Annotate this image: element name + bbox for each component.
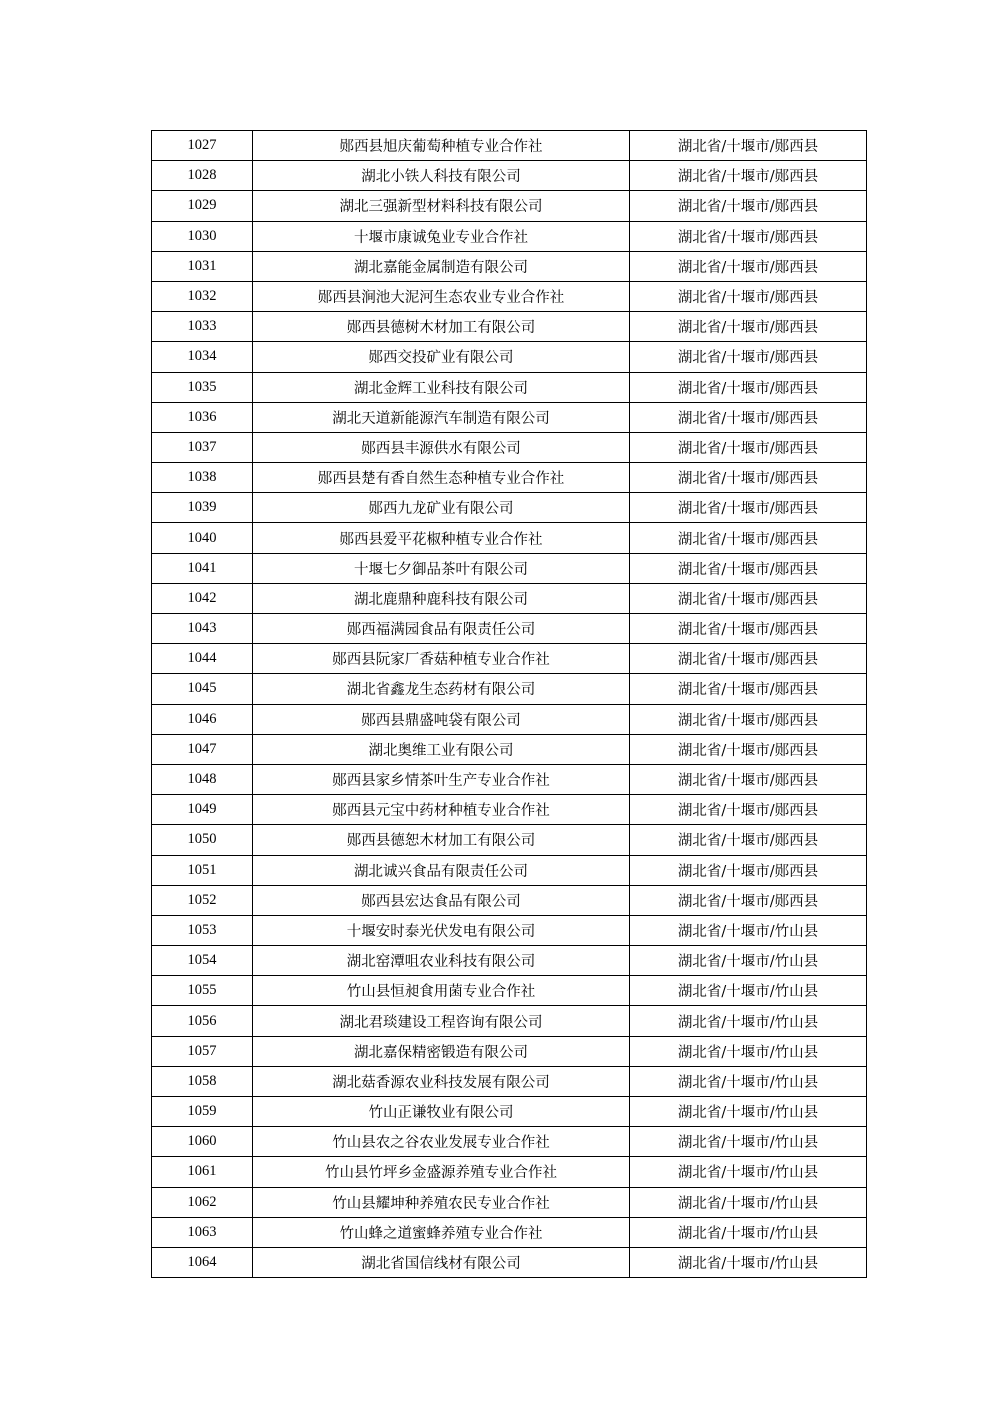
region-cell: 湖北省/十堰市/竹山县 bbox=[630, 1247, 867, 1277]
row-number-cell: 1028 bbox=[152, 161, 253, 191]
row-number-cell: 1027 bbox=[152, 131, 253, 161]
company-name-cell: 郧西县德恕木材加工有限公司 bbox=[253, 825, 630, 855]
company-name-cell: 郧西县宏达食品有限公司 bbox=[253, 885, 630, 915]
region-cell: 湖北省/十堰市/郧西县 bbox=[630, 704, 867, 734]
region-cell: 湖北省/十堰市/郧西县 bbox=[630, 161, 867, 191]
table-row bbox=[152, 734, 867, 764]
region-cell: 湖北省/十堰市/竹山县 bbox=[630, 1127, 867, 1157]
company-name-cell: 竹山蜂之道蜜蜂养殖专业合作社 bbox=[253, 1217, 630, 1247]
row-number-cell: 1058 bbox=[152, 1066, 253, 1096]
table-row bbox=[152, 372, 867, 402]
region-cell: 湖北省/十堰市/竹山县 bbox=[630, 915, 867, 945]
row-number-cell: 1033 bbox=[152, 312, 253, 342]
row-number-cell: 1037 bbox=[152, 432, 253, 462]
table-row bbox=[152, 1187, 867, 1217]
region-cell: 湖北省/十堰市/竹山县 bbox=[630, 1006, 867, 1036]
row-number-cell: 1044 bbox=[152, 644, 253, 674]
table-row bbox=[152, 644, 867, 674]
row-number-cell: 1062 bbox=[152, 1187, 253, 1217]
row-number-cell: 1049 bbox=[152, 795, 253, 825]
row-number-cell: 1048 bbox=[152, 764, 253, 794]
company-name-cell: 竹山县农之谷农业发展专业合作社 bbox=[253, 1127, 630, 1157]
table-row bbox=[152, 1066, 867, 1096]
company-name-cell: 湖北省国信线材有限公司 bbox=[253, 1247, 630, 1277]
region-cell: 湖北省/十堰市/郧西县 bbox=[630, 281, 867, 311]
company-name-cell: 竹山县恒昶食用菌专业合作社 bbox=[253, 976, 630, 1006]
row-number-cell: 1031 bbox=[152, 251, 253, 281]
company-name-cell: 竹山正谦牧业有限公司 bbox=[253, 1097, 630, 1127]
company-name-cell: 郧西县阮家厂香菇种植专业合作社 bbox=[253, 644, 630, 674]
region-cell: 湖北省/十堰市/郧西县 bbox=[630, 644, 867, 674]
table-row bbox=[152, 825, 867, 855]
company-name-cell: 郧西九龙矿业有限公司 bbox=[253, 493, 630, 523]
company-name-cell: 郧西交投矿业有限公司 bbox=[253, 342, 630, 372]
row-number-cell: 1038 bbox=[152, 463, 253, 493]
table-row bbox=[152, 131, 867, 161]
row-number-cell: 1040 bbox=[152, 523, 253, 553]
company-name-cell: 郧西县爱平花椒种植专业合作社 bbox=[253, 523, 630, 553]
table-row bbox=[152, 795, 867, 825]
table-row bbox=[152, 342, 867, 372]
region-cell: 湖北省/十堰市/竹山县 bbox=[630, 1157, 867, 1187]
region-cell: 湖北省/十堰市/郧西县 bbox=[630, 312, 867, 342]
region-cell: 湖北省/十堰市/郧西县 bbox=[630, 342, 867, 372]
company-name-cell: 湖北嘉能金属制造有限公司 bbox=[253, 251, 630, 281]
table-row bbox=[152, 1247, 867, 1277]
company-name-cell: 湖北君琰建设工程咨询有限公司 bbox=[253, 1006, 630, 1036]
company-name-cell: 郧西县旭庆葡萄种植专业合作社 bbox=[253, 131, 630, 161]
company-name-cell: 湖北小铁人科技有限公司 bbox=[253, 161, 630, 191]
company-name-cell: 湖北天道新能源汽车制造有限公司 bbox=[253, 402, 630, 432]
row-number-cell: 1063 bbox=[152, 1217, 253, 1247]
table-row bbox=[152, 1036, 867, 1066]
row-number-cell: 1043 bbox=[152, 614, 253, 644]
company-name-cell: 郧西县元宝中药材种植专业合作社 bbox=[253, 795, 630, 825]
row-number-cell: 1053 bbox=[152, 915, 253, 945]
table-row bbox=[152, 764, 867, 794]
table-row bbox=[152, 1097, 867, 1127]
region-cell: 湖北省/十堰市/竹山县 bbox=[630, 976, 867, 1006]
company-name-cell: 湖北金辉工业科技有限公司 bbox=[253, 372, 630, 402]
region-cell: 湖北省/十堰市/郧西县 bbox=[630, 221, 867, 251]
row-number-cell: 1057 bbox=[152, 1036, 253, 1066]
row-number-cell: 1045 bbox=[152, 674, 253, 704]
region-cell: 湖北省/十堰市/竹山县 bbox=[630, 1187, 867, 1217]
table-row bbox=[152, 432, 867, 462]
table-row bbox=[152, 704, 867, 734]
company-name-cell: 郧西县家乡情茶叶生产专业合作社 bbox=[253, 764, 630, 794]
table-row bbox=[152, 885, 867, 915]
region-cell: 湖北省/十堰市/郧西县 bbox=[630, 131, 867, 161]
region-cell: 湖北省/十堰市/郧西县 bbox=[630, 614, 867, 644]
table-row bbox=[152, 221, 867, 251]
region-cell: 湖北省/十堰市/竹山县 bbox=[630, 1066, 867, 1096]
region-cell: 湖北省/十堰市/郧西县 bbox=[630, 583, 867, 613]
table-row bbox=[152, 674, 867, 704]
row-number-cell: 1061 bbox=[152, 1157, 253, 1187]
region-cell: 湖北省/十堰市/郧西县 bbox=[630, 674, 867, 704]
region-cell: 湖北省/十堰市/郧西县 bbox=[630, 795, 867, 825]
company-name-cell: 郧西县丰源供水有限公司 bbox=[253, 432, 630, 462]
company-name-cell: 十堰市康诚兔业专业合作社 bbox=[253, 221, 630, 251]
table-row bbox=[152, 191, 867, 221]
table-row bbox=[152, 493, 867, 523]
region-cell: 湖北省/十堰市/郧西县 bbox=[630, 885, 867, 915]
row-number-cell: 1030 bbox=[152, 221, 253, 251]
row-number-cell: 1039 bbox=[152, 493, 253, 523]
row-number-cell: 1034 bbox=[152, 342, 253, 372]
row-number-cell: 1032 bbox=[152, 281, 253, 311]
table-row bbox=[152, 251, 867, 281]
region-cell: 湖北省/十堰市/郧西县 bbox=[630, 825, 867, 855]
table-row bbox=[152, 463, 867, 493]
region-cell: 湖北省/十堰市/郧西县 bbox=[630, 553, 867, 583]
row-number-cell: 1047 bbox=[152, 734, 253, 764]
table-row bbox=[152, 946, 867, 976]
table-body bbox=[152, 131, 867, 1278]
company-name-cell: 十堰七夕御品茶叶有限公司 bbox=[253, 553, 630, 583]
company-name-cell: 郧西福满园食品有限责任公司 bbox=[253, 614, 630, 644]
region-cell: 湖北省/十堰市/郧西县 bbox=[630, 402, 867, 432]
row-number-cell: 1046 bbox=[152, 704, 253, 734]
region-cell: 湖北省/十堰市/郧西县 bbox=[630, 493, 867, 523]
table-row bbox=[152, 1006, 867, 1036]
row-number-cell: 1064 bbox=[152, 1247, 253, 1277]
region-cell: 湖北省/十堰市/竹山县 bbox=[630, 946, 867, 976]
table-row bbox=[152, 1127, 867, 1157]
row-number-cell: 1050 bbox=[152, 825, 253, 855]
row-number-cell: 1060 bbox=[152, 1127, 253, 1157]
region-cell: 湖北省/十堰市/郧西县 bbox=[630, 191, 867, 221]
company-name-cell: 郧西县涧池大泥河生态农业专业合作社 bbox=[253, 281, 630, 311]
company-name-cell: 郧西县德树木材加工有限公司 bbox=[253, 312, 630, 342]
company-name-cell: 湖北菇香源农业科技发展有限公司 bbox=[253, 1066, 630, 1096]
company-name-cell: 郧西县鼎盛吨袋有限公司 bbox=[253, 704, 630, 734]
region-cell: 湖北省/十堰市/郧西县 bbox=[630, 855, 867, 885]
company-name-cell: 竹山县耀坤种养殖农民专业合作社 bbox=[253, 1187, 630, 1217]
region-cell: 湖北省/十堰市/竹山县 bbox=[630, 1217, 867, 1247]
company-name-cell: 郧西县楚有香自然生态种植专业合作社 bbox=[253, 463, 630, 493]
region-cell: 湖北省/十堰市/郧西县 bbox=[630, 432, 867, 462]
region-cell: 湖北省/十堰市/竹山县 bbox=[630, 1036, 867, 1066]
row-number-cell: 1054 bbox=[152, 946, 253, 976]
company-name-cell: 湖北嘉保精密锻造有限公司 bbox=[253, 1036, 630, 1066]
row-number-cell: 1051 bbox=[152, 855, 253, 885]
table-row bbox=[152, 1157, 867, 1187]
table-row bbox=[152, 614, 867, 644]
company-name-cell: 湖北诚兴食品有限责任公司 bbox=[253, 855, 630, 885]
table-row bbox=[152, 402, 867, 432]
row-number-cell: 1042 bbox=[152, 583, 253, 613]
company-list-table bbox=[151, 130, 867, 1278]
table-row bbox=[152, 161, 867, 191]
table-row bbox=[152, 583, 867, 613]
row-number-cell: 1035 bbox=[152, 372, 253, 402]
company-name-cell: 湖北奥维工业有限公司 bbox=[253, 734, 630, 764]
company-name-cell: 湖北鹿鼎种鹿科技有限公司 bbox=[253, 583, 630, 613]
row-number-cell: 1029 bbox=[152, 191, 253, 221]
region-cell: 湖北省/十堰市/郧西县 bbox=[630, 523, 867, 553]
region-cell: 湖北省/十堰市/郧西县 bbox=[630, 372, 867, 402]
region-cell: 湖北省/十堰市/郧西县 bbox=[630, 764, 867, 794]
row-number-cell: 1052 bbox=[152, 885, 253, 915]
region-cell: 湖北省/十堰市/郧西县 bbox=[630, 734, 867, 764]
company-name-cell: 湖北窑潭咀农业科技有限公司 bbox=[253, 946, 630, 976]
row-number-cell: 1036 bbox=[152, 402, 253, 432]
row-number-cell: 1041 bbox=[152, 553, 253, 583]
region-cell: 湖北省/十堰市/竹山县 bbox=[630, 1097, 867, 1127]
company-name-cell: 十堰安时泰光伏发电有限公司 bbox=[253, 915, 630, 945]
company-name-cell: 湖北三强新型材料科技有限公司 bbox=[253, 191, 630, 221]
row-number-cell: 1059 bbox=[152, 1097, 253, 1127]
table-row bbox=[152, 312, 867, 342]
table-row bbox=[152, 523, 867, 553]
table-row bbox=[152, 553, 867, 583]
table-row bbox=[152, 1217, 867, 1247]
table-row bbox=[152, 855, 867, 885]
company-name-cell: 湖北省鑫龙生态药材有限公司 bbox=[253, 674, 630, 704]
region-cell: 湖北省/十堰市/郧西县 bbox=[630, 463, 867, 493]
table-row bbox=[152, 281, 867, 311]
company-name-cell: 竹山县竹坪乡金盛源养殖专业合作社 bbox=[253, 1157, 630, 1187]
region-cell: 湖北省/十堰市/郧西县 bbox=[630, 251, 867, 281]
table-row bbox=[152, 976, 867, 1006]
table-row bbox=[152, 915, 867, 945]
row-number-cell: 1055 bbox=[152, 976, 253, 1006]
row-number-cell: 1056 bbox=[152, 1006, 253, 1036]
